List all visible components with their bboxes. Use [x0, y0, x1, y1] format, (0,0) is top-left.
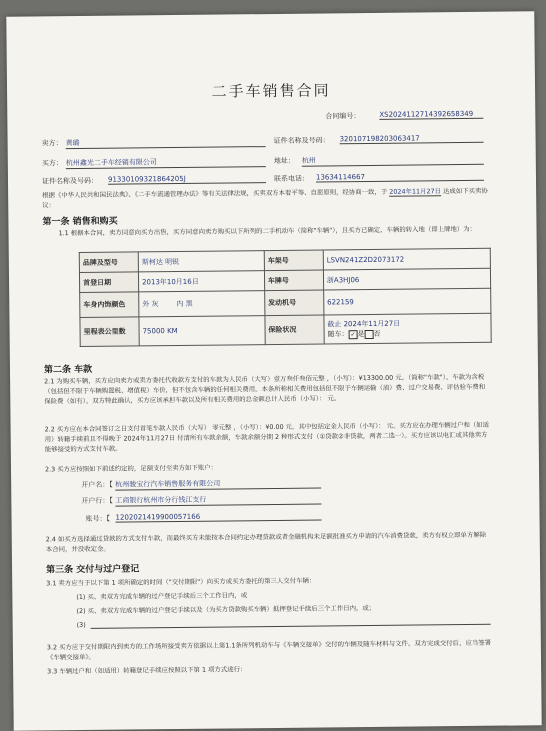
buyer-label: 买方： — [41, 159, 63, 168]
contract-page — [6, 11, 541, 730]
brand-header: 品牌及型号 — [79, 252, 138, 273]
buyer-id: 91330109321864205J — [108, 174, 266, 185]
seller-name: 黄璐 — [66, 136, 266, 149]
plate-header: 车牌号 — [264, 270, 323, 291]
contract-no: XS2024112714392658349 — [379, 110, 483, 120]
reg-date-value: 2013年10月16日 — [138, 271, 264, 292]
brand-value: 斯柯达 明锐 — [138, 251, 264, 272]
item-3-3: 3.3 车辆过户和（如适用）转籍登记手续应按照以下第 1 项方式进行： — [47, 665, 247, 676]
buyer-id-label: 证件名称及号码： — [41, 176, 99, 186]
item-3-2: 3.2 买方应于交付期限内到卖方的工作场所接受卖方依据以上第1.1条所列机动车与《车辆交接单》交付的车辆及随车材料与文件。双方完成交付后，应当签署《车辆交接单》。 — [46, 638, 492, 662]
item-1-1: 1.1 根据本合同，卖方同意向买方出售，买方同意向卖方购买以下所列的二手机动车（简称"车辆"），且买方已确定，车辆的转入地（即上牌地）为： — [58, 224, 477, 238]
item-3-1-option-3: (3) — [76, 620, 86, 630]
page-title: 二手车销售合同 — [211, 81, 331, 101]
option-3-blank — [91, 624, 491, 629]
bank-holder: 杭州骏宝行汽车销售服务有限公司 — [115, 478, 321, 491]
item-2-1: 2.1 为购买车辆，买方应向卖方或卖方委托代收款方支付的车款为人民币（大写）壹万叁仟叁佰元整 ，（小写）：¥13300.00 元。（简称"车款"）。车款为含税（包括但不限于车辆购置税、增值税）车价，但不包含车辆的任何相关费用。本条所称相关费用包括但不限于车辆运输（油）费、过户交易费、评估验车费和保险费（如有）。双方特此确认，买方应该承担车款以及所有相关费用的总金额总计人民币（小写）： 元。 — [44, 372, 486, 406]
item-3-1: 3.1 卖方应当于以下第 1 项所确定的时间（"交付期限"）向买方或买方委托的第三人交付车辆： — [46, 576, 316, 588]
bank-account-label: 账号：【 — [85, 514, 111, 523]
vehicle-info-table — [79, 248, 492, 347]
color-value: 外 灰 内 黑 — [139, 291, 265, 317]
vin-value: LSVN241Z2D2073172 — [323, 248, 490, 270]
item-2-4: 2.4 如买方选择通过贷款的方式支付车款，而最终买方未能按本合同约定办理贷款或者金融机构未足额批准买方申请的汽车消费贷款，卖方有权立即单方解除本合同，并没收定金。 — [45, 530, 487, 554]
section-1-title: 第一条 销售和购买 — [42, 216, 118, 228]
section-2-title: 第二条 车款 — [43, 364, 93, 376]
contract-no-label: 合同编号： — [325, 112, 361, 121]
vin-header: 车架号 — [264, 250, 323, 271]
buyer-name: 杭州鑫光二手车经销有限公司 — [66, 156, 266, 169]
sign-date: 2024年11月27日 — [389, 187, 442, 196]
section-3-title: 第三条 交付与过户登记 — [46, 564, 140, 576]
seller-id: 320107198203063417 — [340, 134, 484, 145]
phone: 13634114667 — [316, 172, 484, 183]
plate-value: 浙A3HJ06 — [323, 268, 490, 290]
seller-label: 卖方： — [41, 139, 63, 148]
item-2-3: 2.3 买方应按照如下前述约定的，足额支付至卖方如下账户： — [44, 463, 218, 474]
item-2-2: 2.2 买方应在本合同签订之日支付首笔车款人民币（大写） 零元整 ，（小写）：¥0.00 元。其中包括定金人民币（小写）： 元。买方应在办理车辆过户和（如适用）转籍手续前且不得晚于 2024年11月27日 付清所有车款余额，车款余额分期 2 种形式支付（①贷款②非贷款，两者二选一）。买方应该以电汇或其他卖方能够接受的方式支付车款。 — [44, 420, 490, 454]
engine-value: 622159 — [323, 288, 490, 315]
reg-date-header: 首登日期 — [79, 272, 138, 293]
color-header: 车身内饰颜色 — [80, 292, 139, 318]
mileage-header: 里程表公里数 — [80, 317, 139, 347]
phone-label: 联系电话： — [273, 174, 310, 183]
item-3-1-option-1: (1) 买、卖双方完成车辆的过户登记手续后三个工作日内，或 — [76, 591, 248, 602]
item-3-1-option-2: (2) 买、卖双方完成车辆的过户登记手续以及（为买方贷款购买车辆）抵押登记手续后三个工作日内，或； — [76, 603, 376, 616]
address-label: 地址： — [273, 156, 295, 165]
bank-branch-label: 开户行：【 — [81, 496, 113, 506]
bank-branch: 工商银行杭州市分行钱江支行 — [115, 494, 321, 507]
bank-holder-label: 开户名：【 — [81, 480, 113, 490]
address: 杭州 — [302, 154, 484, 167]
insurance-value: 截止 2024年11月27日 随车： ✓ 是 否 — [324, 313, 491, 344]
mileage-value: 75000 KM — [139, 316, 265, 346]
engine-header: 发动机号 — [264, 290, 323, 316]
no-checkbox[interactable] — [364, 329, 373, 338]
yes-checkbox[interactable]: ✓ — [350, 330, 356, 338]
seller-id-label: 证件名称及号码： — [273, 136, 330, 145]
insurance-header: 保险状况 — [265, 315, 324, 345]
preamble: 根据《中华人民共和国民法典》、《二手车流通管理办法》等有关法律法规，买卖双方本着平等、自愿原则，经协商一致，于 2024年11月27日 达成如下买卖协议： — [42, 186, 488, 210]
bank-account: 1202021419900057166 — [115, 512, 321, 523]
